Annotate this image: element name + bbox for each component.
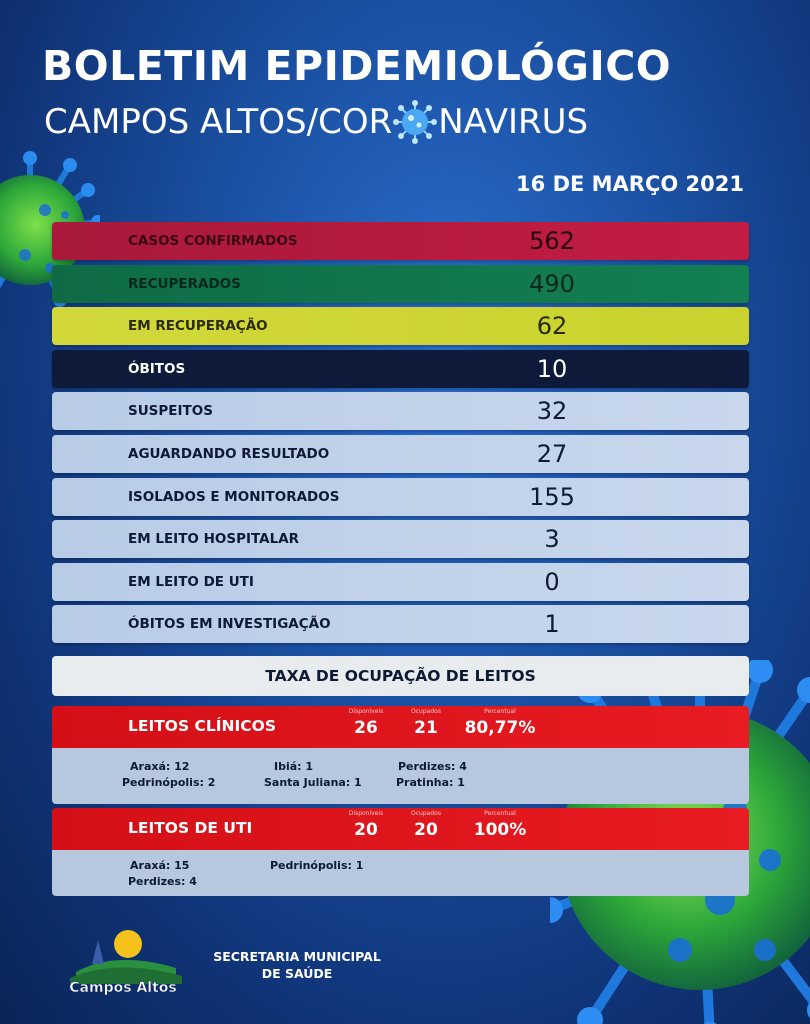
value: 80,77% <box>464 718 536 738</box>
row-label: SUSPEITOS <box>128 403 213 420</box>
subtitle-part1: CAMPOS ALTOS/COR <box>44 102 393 142</box>
location-item: Pedrinópolis: 2 <box>122 776 216 789</box>
row-label: ÓBITOS <box>128 360 186 377</box>
row-label: EM LEITO HOSPITALAR <box>128 531 300 548</box>
row-value: 62 <box>536 312 568 341</box>
icu-available <box>344 810 388 840</box>
occupancy-title: TAXA DE OCUPAÇÃO DE LEITOS <box>52 656 749 696</box>
icu-percent <box>460 810 540 840</box>
row-isolated <box>52 478 749 516</box>
row-value: 3 <box>544 525 560 554</box>
clinical-beds-title: LEITOS CLÍNICOS <box>128 717 277 735</box>
row-label: ÓBITOS EM INVESTIGAÇÃO <box>128 616 331 633</box>
row-value: 490 <box>529 269 575 298</box>
clinical-percent <box>460 708 540 738</box>
subtitle-part2: NAVIRUS <box>438 102 589 142</box>
row-label: RECUPERADOS <box>128 275 241 292</box>
row-icu-bed <box>52 563 749 601</box>
row-hospital-bed <box>52 520 749 558</box>
caption: Disponíveis <box>348 708 384 715</box>
icu-occupied <box>404 810 448 840</box>
location-item: Santa Juliana: 1 <box>264 776 362 789</box>
row-label: AGUARDANDO RESULTADO <box>128 445 330 462</box>
row-recovered <box>52 265 749 303</box>
row-value: 1 <box>544 610 560 639</box>
location-item: Pratinha: 1 <box>396 776 465 789</box>
secretaria-line1: SECRETARIA MUNICIPAL <box>213 949 381 964</box>
row-value: 0 <box>544 567 560 596</box>
clinical-beds-bar <box>52 706 749 748</box>
secretaria-line2: DE SAÚDE <box>261 966 333 981</box>
row-confirmed <box>52 222 749 260</box>
logo-text: Campos Altos <box>69 980 177 996</box>
statistics-table <box>52 222 749 648</box>
icu-beds-title: LEITOS DE UTI <box>128 819 253 837</box>
row-deaths <box>52 350 749 388</box>
page-subtitle <box>44 100 588 144</box>
value: 20 <box>414 820 438 840</box>
value: 26 <box>354 718 378 738</box>
icu-beds-bar <box>52 808 749 850</box>
row-value: 562 <box>529 227 575 255</box>
caption: Percentual <box>484 708 516 715</box>
page-title: BOLETIM EPIDEMIOLÓGICO <box>42 42 672 90</box>
row-value: 155 <box>529 482 575 511</box>
location-item: Araxá: 15 <box>130 859 190 872</box>
row-recovering <box>52 307 749 345</box>
clinical-occupied <box>404 708 448 738</box>
row-deaths-investigation <box>52 605 749 643</box>
row-label: CASOS CONFIRMADOS <box>128 233 298 249</box>
secretaria-label <box>212 948 382 982</box>
bed-occupancy-section <box>52 656 749 896</box>
caption: Disponíveis <box>348 810 384 817</box>
clinical-available <box>344 708 388 738</box>
row-value: 27 <box>536 439 568 468</box>
value: 20 <box>354 820 378 840</box>
location-item: Ibiá: 1 <box>274 760 314 773</box>
value: 21 <box>414 718 438 738</box>
caption: Ocupados <box>411 810 441 817</box>
caption: Ocupados <box>411 708 441 715</box>
bulletin-date: 16 DE MARÇO 2021 <box>516 172 744 196</box>
location-item: Pedrinópolis: 1 <box>270 859 364 872</box>
location-item: Perdizes: 4 <box>128 875 197 888</box>
icu-locations <box>52 850 749 896</box>
row-value: 32 <box>536 397 568 426</box>
campos-altos-logo <box>56 928 191 998</box>
row-awaiting-result <box>52 435 749 473</box>
row-label: ISOLADOS E MONITORADOS <box>128 488 340 505</box>
location-item: Araxá: 12 <box>130 760 190 773</box>
row-value: 10 <box>536 354 568 383</box>
coronavirus-icon <box>393 100 437 144</box>
location-item: Perdizes: 4 <box>398 760 467 773</box>
row-suspects <box>52 392 749 430</box>
row-label: EM LEITO DE UTI <box>128 573 254 590</box>
caption: Percentual <box>484 810 516 817</box>
value: 100% <box>473 820 527 840</box>
row-label: EM RECUPERAÇÃO <box>128 318 268 335</box>
clinical-locations <box>52 748 749 804</box>
